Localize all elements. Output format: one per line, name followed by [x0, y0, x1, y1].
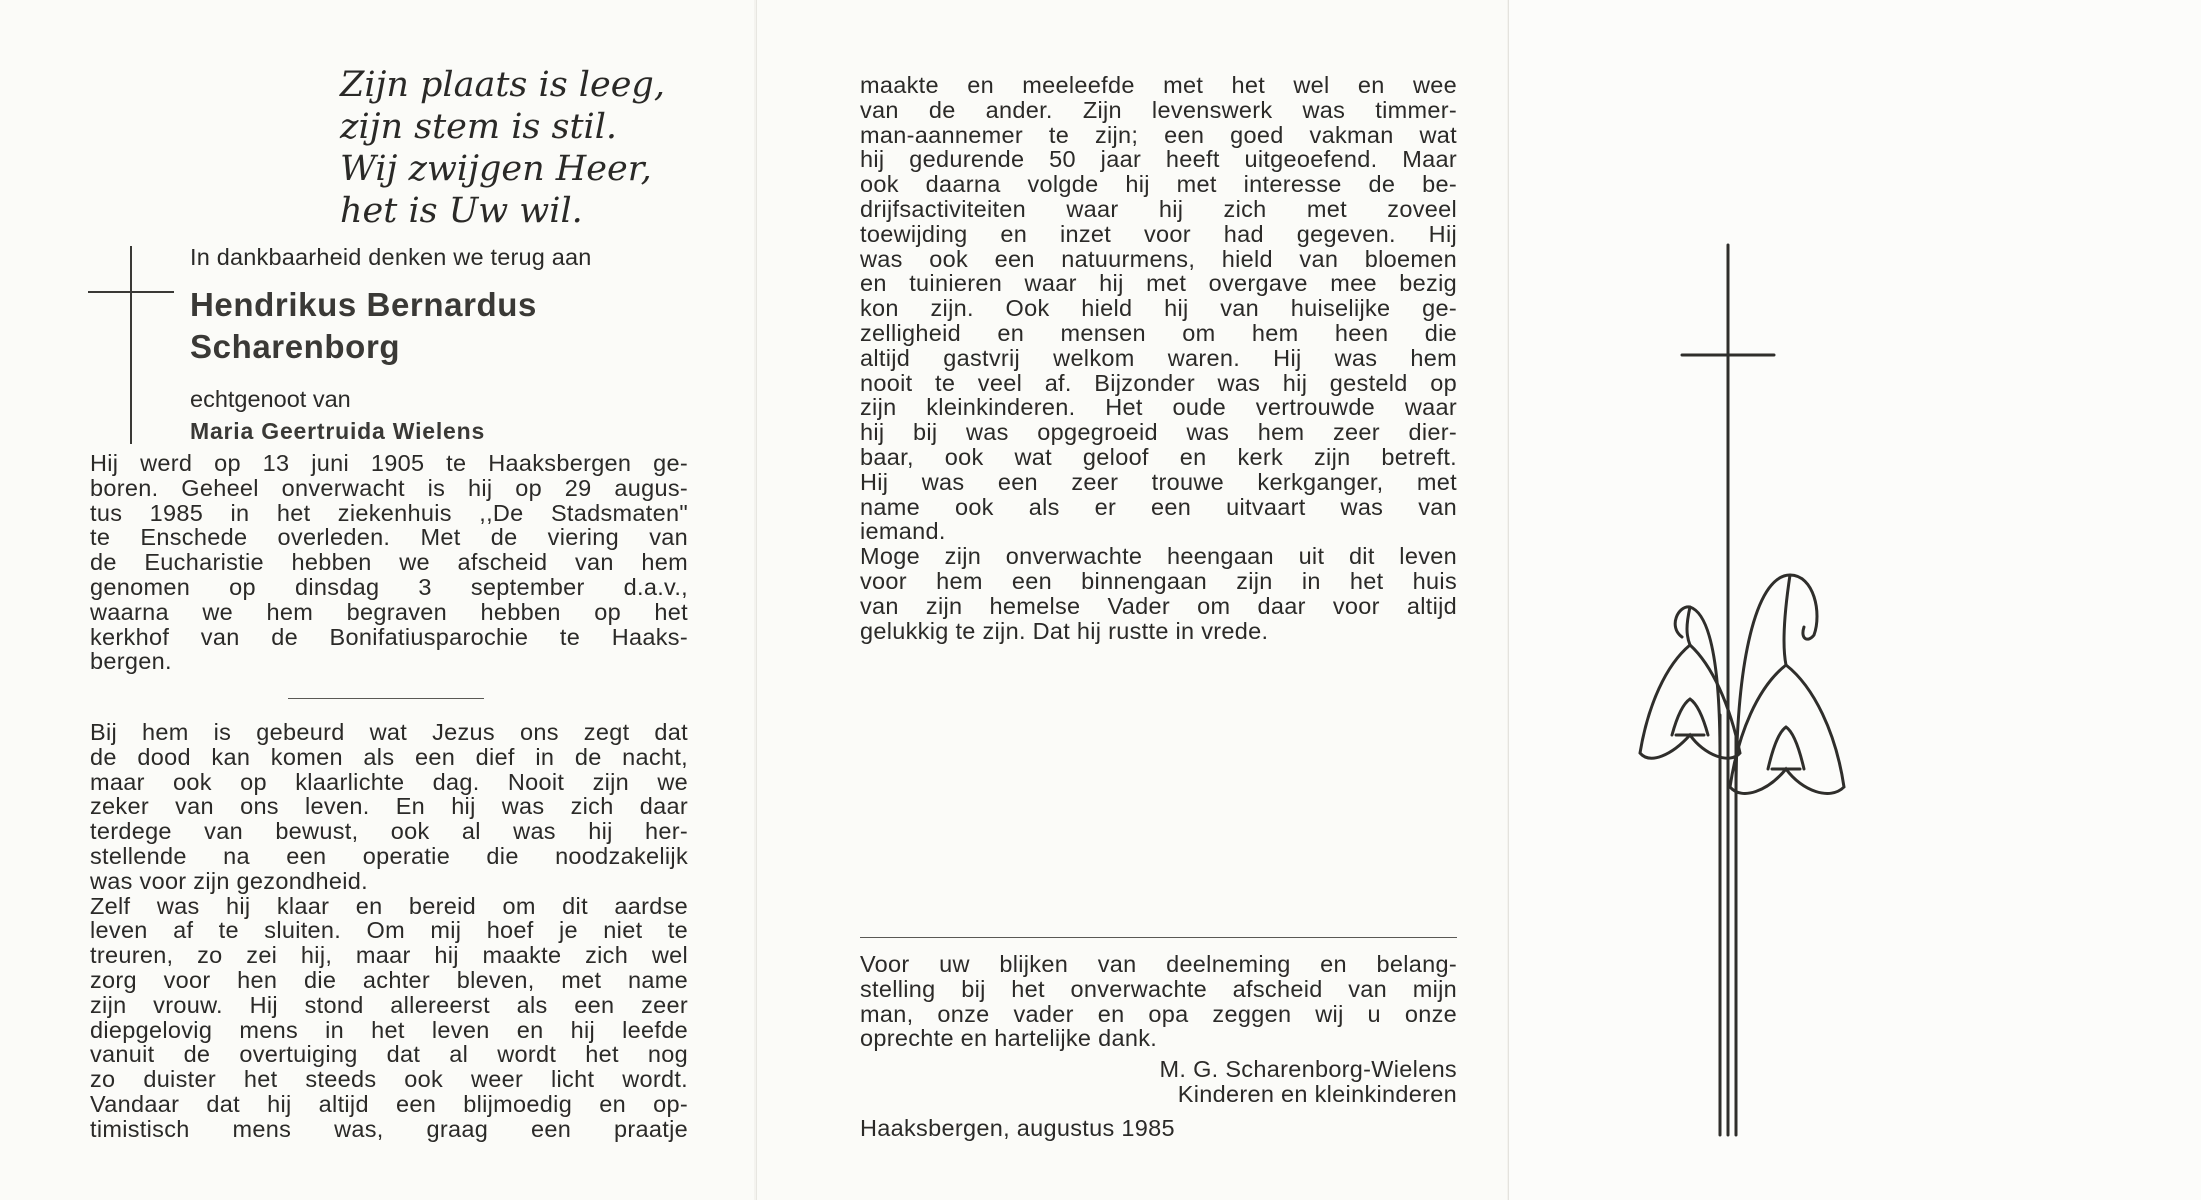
poem-line: Zijn plaats is leeg, [340, 65, 665, 105]
text-line: van zijn hemelse Vader om daar voor altijd [860, 592, 1457, 619]
place-date: Haaksbergen, augustus 1985 [860, 1115, 1175, 1141]
text-line: genomen op dinsdag 3 september d.a.v., [90, 573, 688, 600]
text-line: tus 1985 in het ziekenhuis ,,De Stadsmaten" [90, 499, 688, 526]
text-line: Hij werd op 13 juni 1905 te Haaksbergen ge- [90, 450, 688, 476]
text-line: stelling bij het onverwachte afscheid van mijn [860, 975, 1457, 1002]
text-line: man-aannemer te zijn; een goed vakman wat [860, 121, 1457, 148]
text-line: zeker van ons leven. En hij was zich daar [90, 793, 688, 820]
deceased-name-line: Hendrikus Bernardus [190, 286, 537, 323]
cross-icon [130, 246, 132, 444]
section-divider [288, 698, 484, 699]
text-line: bergen. [90, 648, 172, 675]
text-line: terdege van bewust, ook al was hij her- [90, 818, 688, 845]
text-line: diepgelovig mens in het leven en hij leefde [90, 1016, 688, 1043]
text-line: man, onze vader en opa zeggen wij u onze [860, 1000, 1457, 1027]
text-line: was voor zijn gezondheid. [90, 867, 368, 894]
biography-paragraph [90, 451, 688, 674]
text-line: hij gedurende 50 jaar heeft uitgeoefend. Maar [860, 146, 1457, 173]
text-line: voor hem een binnengaan zijn in het huis [860, 567, 1457, 594]
signature-family: Kinderen en kleinkinderen [1177, 1081, 1457, 1107]
text-line: zijn kleinkinderen. Het oude vertrouwde waar [860, 394, 1457, 421]
poem [340, 64, 760, 232]
card-panel-left [0, 0, 754, 1200]
cross-icon-bar [88, 291, 174, 293]
text-line: drijfsactiviteiten waar hij zich met zoveel [860, 195, 1457, 222]
text-line: leven af te sluiten. Om mij hoef je niet te [90, 917, 688, 944]
snowdrop-cross-illustration [1590, 235, 1870, 1145]
text-line: Moge zijn onverwachte heengaan uit dit leven [860, 543, 1457, 570]
text-line: zo duister het steeds ook weer licht wordt. [90, 1066, 688, 1093]
text-line: timistisch mens was, graag een praatje [90, 1115, 688, 1142]
text-line: Vandaar dat hij altijd een blijmoedig en op- [90, 1090, 688, 1117]
text-line: vanuit de overtuiging dat al wordt het nog [90, 1041, 688, 1068]
text-line: de Eucharistie hebben we afscheid van hem [90, 549, 688, 576]
thanks-divider [860, 937, 1457, 938]
text-line: nooit te veel af. Bijzonder was hij gesteld op [860, 369, 1457, 396]
text-line: zelligheid en mensen om hem heen die [860, 319, 1457, 346]
text-line: boren. Geheel onverwacht is hij op 29 augus- [90, 474, 688, 501]
text-line: van de ander. Zijn levenswerk was timmer- [860, 96, 1457, 123]
text-line: hij bij was opgegroeid was hem zeer dier- [860, 419, 1457, 446]
text-line: Hij was een zeer trouwe kerkganger, met [860, 468, 1457, 495]
poem-line: zijn stem is stil. [340, 107, 618, 147]
text-line: oprechte en hartelijke dank. [860, 1025, 1158, 1052]
text-line: ook daarna volgde hij met interesse de be- [860, 171, 1457, 198]
text-line: kon zijn. Ook hield hij van huiselijke ge- [860, 295, 1457, 322]
text-line: Bij hem is gebeurd wat Jezus ons zegt dat [90, 719, 688, 745]
text-line: altijd gastvrij welkom waren. Hij was hem [860, 344, 1457, 371]
text-line: te Enschede overleden. Met de viering van [90, 524, 688, 551]
poem-line: het is Uw wil. [340, 191, 583, 231]
text-line: iemand. [860, 518, 946, 545]
text-line: Zelf was hij klaar en bereid om dit aardse [90, 892, 688, 919]
text-line: baar, ook wat geloof en kerk zijn betreft. [860, 443, 1457, 470]
text-line: maar ook op klaarlichte dag. Nooit zijn we [90, 768, 688, 795]
text-line: kerkhof van de Bonifatiusparochie te Haaks- [90, 623, 688, 650]
text-line: maakte en meeleefde met het wel en wee [860, 72, 1457, 98]
signature-widow: M. G. Scharenborg-Wielens [1159, 1056, 1457, 1082]
text-line: name ook als er een uitvaart was van [860, 493, 1457, 520]
deceased-name [190, 284, 537, 368]
poem-line: Wij zwijgen Heer, [340, 149, 652, 189]
text-line: treuren, zo zei hij, maar hij maakte zich wel [90, 942, 688, 969]
memorial-lead-text: In dankbaarheid denken we terug aan [190, 244, 592, 270]
spouse-label: echtgenoot van [190, 386, 351, 412]
deceased-name-line: Scharenborg [190, 328, 401, 365]
text-line: zijn vrouw. Hij stond allereerst als een zeer [90, 991, 688, 1018]
faith-paragraph [90, 720, 688, 1142]
text-line: zorg voor hen die achter bleven, met name [90, 966, 688, 993]
text-line: gelukkig te zijn. Dat hij rustte in vrede. [860, 617, 1269, 644]
text-line: was ook een natuurmens, hield van bloemen [860, 245, 1457, 272]
text-line: en tuinieren waar hij met overgave mee bezig [860, 270, 1457, 297]
continuation-paragraph [860, 73, 1457, 643]
text-line: waarna we hem begraven hebben op het [90, 598, 688, 625]
text-line: de dood kan komen als een dief in de nacht, [90, 743, 688, 770]
spouse-name: Maria Geertruida Wielens [190, 418, 486, 444]
thanks-paragraph [860, 952, 1457, 1051]
text-line: stellende na een operatie die noodzakelijk [90, 842, 688, 869]
text-line: Voor uw blijken van deelneming en belang- [860, 951, 1457, 977]
text-line: toewijding en inzet voor had gegeven. Hij [860, 220, 1457, 247]
